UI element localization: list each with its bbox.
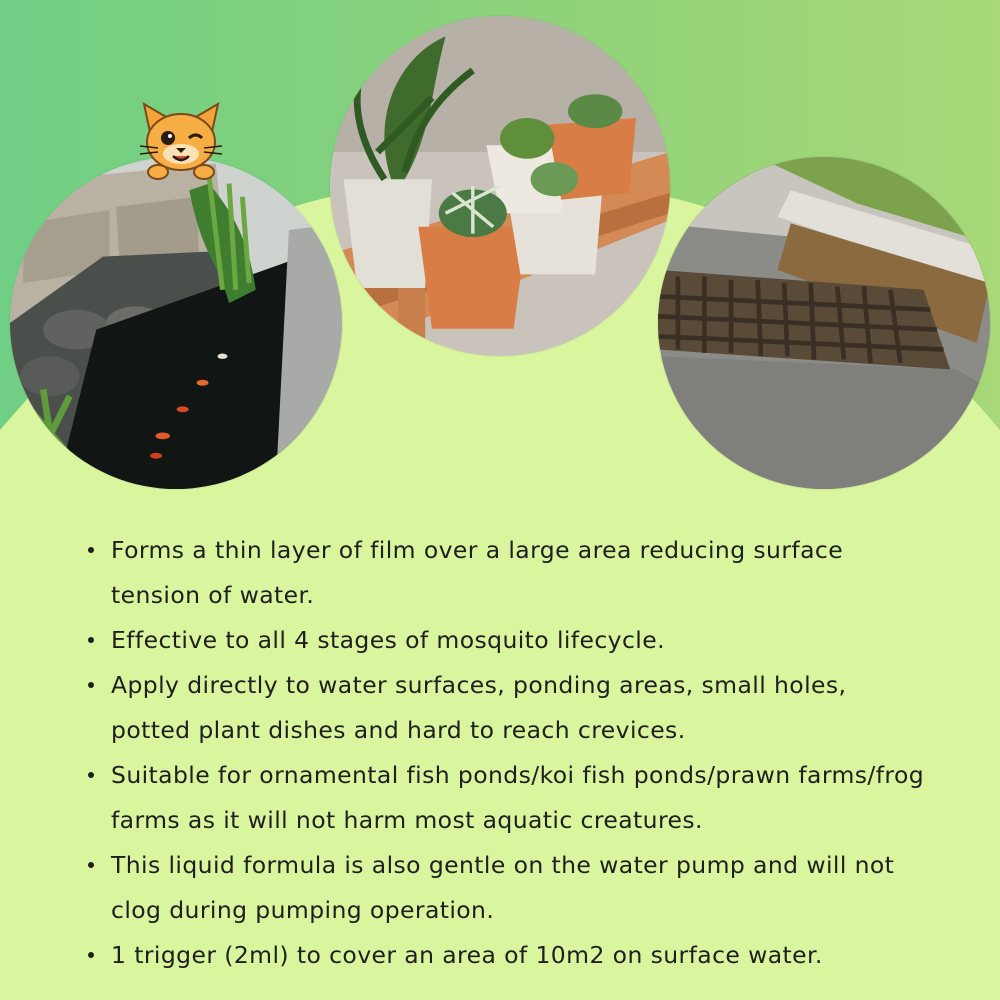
cat-mascot-icon bbox=[132, 102, 230, 182]
feature-list bbox=[86, 528, 926, 978]
feature-item: Forms a thin layer of film over a large area reducing surface tension of water. bbox=[86, 528, 926, 618]
feature-item: This liquid formula is also gentle on the water pump and will not clog during pumping operation. bbox=[86, 843, 926, 933]
feature-item: Apply directly to water surfaces, ponding areas, small holes, potted plant dishes and hard to reach crevices. bbox=[86, 663, 926, 753]
potted-plants-photo bbox=[330, 16, 670, 356]
feature-item: Suitable for ornamental fish ponds/koi fish ponds/prawn farms/frog farms as it will not harm most aquatic creatures. bbox=[86, 753, 926, 843]
feature-item: Effective to all 4 stages of mosquito lifecycle. bbox=[86, 618, 926, 663]
pond-photo bbox=[10, 157, 342, 489]
feature-item: 1 trigger (2ml) to cover an area of 10m2 on surface water. bbox=[86, 933, 926, 978]
drain-grate-photo bbox=[658, 157, 990, 489]
